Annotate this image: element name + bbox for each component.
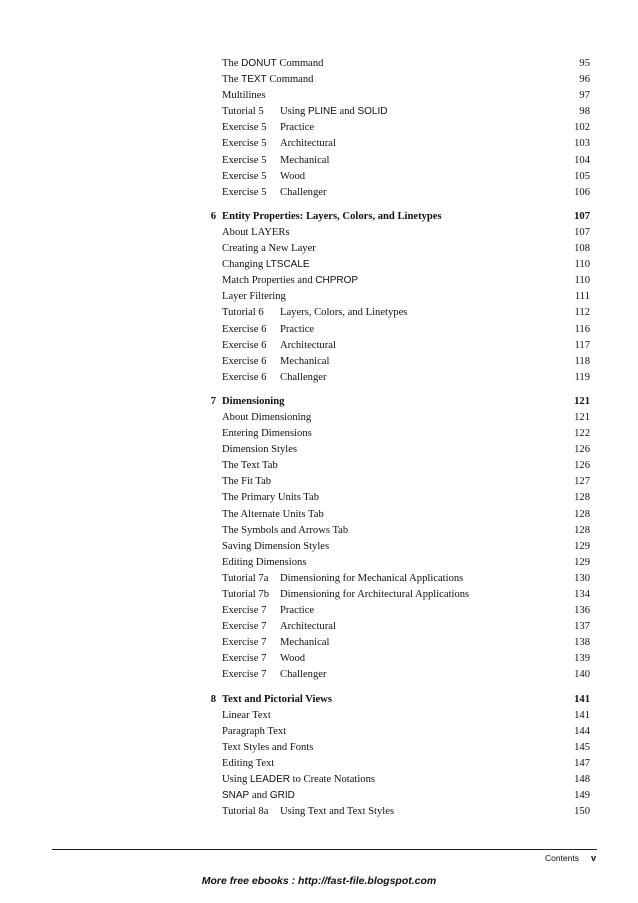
promo-link-text[interactable]: More free ebooks : http://fast-file.blogspot.com bbox=[201, 875, 437, 887]
toc-page-number: 147 bbox=[574, 757, 590, 769]
toc-page-number: 105 bbox=[574, 170, 590, 182]
toc-page-number: 140 bbox=[574, 669, 590, 681]
toc-page-number: 129 bbox=[574, 556, 590, 568]
toc-entry-row bbox=[196, 291, 590, 307]
toc-entry-row bbox=[196, 525, 590, 541]
toc-entry-prefix: Exercise 7 bbox=[222, 653, 267, 665]
chapter-number: 7 bbox=[210, 395, 216, 407]
toc-entry-title bbox=[222, 758, 550, 769]
toc-entry-row bbox=[196, 726, 590, 742]
toc-page-number: 98 bbox=[579, 106, 590, 118]
toc-entry-title bbox=[222, 90, 550, 101]
footer-rule bbox=[52, 849, 597, 850]
toc-entry-title bbox=[222, 372, 550, 383]
toc-entry-row bbox=[196, 790, 590, 806]
toc-page-number: 95 bbox=[579, 58, 590, 69]
toc-page-number: 122 bbox=[574, 428, 590, 440]
toc-entry-prefix: Exercise 6 bbox=[222, 323, 267, 335]
toc-entry-label: Text Styles and Fonts bbox=[222, 741, 314, 753]
toc-entry-row bbox=[196, 275, 590, 291]
toc-entry-row bbox=[196, 340, 590, 356]
toc-entry-title bbox=[222, 669, 550, 680]
toc-entry-label: Editing Text bbox=[222, 757, 275, 769]
toc-entry-label: Multilines bbox=[222, 90, 266, 102]
toc-entry-row bbox=[196, 444, 590, 460]
chapter-number: 8 bbox=[210, 693, 216, 705]
toc-page-number: 126 bbox=[574, 444, 590, 456]
toc-page-number: 112 bbox=[574, 307, 590, 319]
toc-entry-title bbox=[222, 476, 550, 487]
toc-entry-label: Layers, Colors, and Linetypes bbox=[280, 307, 408, 319]
toc-entry-row bbox=[196, 669, 590, 685]
toc-entry-title bbox=[222, 541, 550, 552]
toc-entry-label: Architectural bbox=[280, 339, 336, 351]
toc-entry-label: Linear Text bbox=[222, 709, 271, 721]
toc-entry-row bbox=[196, 138, 590, 154]
toc-entry-row bbox=[196, 589, 590, 605]
toc-entry-label: Practice bbox=[280, 122, 315, 134]
toc-entry-label: Saving Dimension Styles bbox=[222, 540, 330, 552]
toc-entry-title bbox=[222, 573, 550, 584]
toc-entry-prefix: Exercise 6 bbox=[222, 339, 267, 351]
toc-entry-label: The Primary Units Tab bbox=[222, 492, 320, 504]
toc-entry-row bbox=[196, 428, 590, 444]
toc-entry-row bbox=[196, 509, 590, 525]
toc-entry-title bbox=[222, 122, 550, 133]
toc-entry-title bbox=[222, 307, 550, 318]
toc-entry-title bbox=[222, 428, 550, 439]
toc-entry-label: About Dimensioning bbox=[222, 411, 312, 423]
toc-page-number: 118 bbox=[574, 355, 590, 367]
toc-entry-title bbox=[222, 653, 550, 664]
toc-entry-prefix: Exercise 7 bbox=[222, 669, 267, 681]
toc-entry-label: Mechanical bbox=[280, 154, 330, 166]
toc-page-number: 108 bbox=[574, 243, 590, 255]
footer-section-label: Contents bbox=[544, 853, 579, 863]
toc-entry-label: Practice bbox=[280, 323, 315, 335]
toc-page-number: 116 bbox=[574, 323, 590, 335]
section-gap bbox=[196, 388, 590, 396]
toc-page-number: 111 bbox=[574, 291, 590, 303]
toc-page-number: 126 bbox=[574, 460, 590, 472]
toc-entry-label: Dimension Styles bbox=[222, 444, 298, 456]
toc-entry-title bbox=[222, 356, 550, 367]
toc-entry-row bbox=[196, 412, 590, 428]
toc-entry-row bbox=[196, 605, 590, 621]
toc-page-number: 119 bbox=[574, 371, 590, 383]
toc-entry-label: The Symbols and Arrows Tab bbox=[222, 524, 349, 536]
toc-page-number: 137 bbox=[574, 621, 590, 633]
toc-entry-label: SNAP and GRID bbox=[222, 790, 295, 802]
toc-entry-title bbox=[222, 171, 550, 182]
toc-entry-label: The TEXT Command bbox=[222, 74, 314, 86]
toc-entry-row bbox=[196, 774, 590, 790]
toc-entry-row bbox=[196, 324, 590, 340]
toc-entry-label: Paragraph Text bbox=[222, 725, 287, 737]
toc-entry-label: Challenger bbox=[280, 186, 327, 198]
toc-entry-row bbox=[196, 460, 590, 476]
toc-page-number: 141 bbox=[574, 693, 590, 705]
toc-entry-row bbox=[196, 541, 590, 557]
toc-entry-row bbox=[196, 171, 590, 187]
footer-page-number: v bbox=[590, 853, 596, 863]
toc-entry-label: Using Text and Text Styles bbox=[280, 806, 395, 818]
toc-entry-title bbox=[222, 340, 550, 351]
toc-page-number: 106 bbox=[574, 186, 590, 198]
toc-entry-label: Entering Dimensions bbox=[222, 428, 312, 440]
toc-page-number: 128 bbox=[574, 508, 590, 520]
toc-page-number: 127 bbox=[574, 476, 590, 488]
toc-chapter-row bbox=[196, 211, 590, 227]
toc-entry-prefix: Exercise 5 bbox=[222, 186, 267, 198]
toc-entry-row bbox=[196, 742, 590, 758]
toc-entry-title bbox=[222, 460, 550, 471]
toc-entry-title bbox=[222, 243, 550, 254]
page-footer bbox=[545, 853, 596, 863]
toc-entry-prefix: Tutorial 6 bbox=[222, 307, 264, 319]
toc-entry-label: Architectural bbox=[280, 138, 336, 150]
toc-entry-title bbox=[222, 710, 550, 721]
toc-page-number: 103 bbox=[574, 138, 590, 150]
toc-entry-row bbox=[196, 573, 590, 589]
toc-entry-title bbox=[222, 74, 550, 85]
toc-page-number: 104 bbox=[574, 154, 590, 166]
toc-entry-row bbox=[196, 155, 590, 171]
toc-entry-title bbox=[222, 444, 550, 455]
toc-entry-title bbox=[222, 211, 550, 222]
toc-entry-label: About LAYERs bbox=[222, 226, 290, 238]
toc-page-number: 97 bbox=[579, 90, 590, 102]
toc-entry-title bbox=[222, 58, 550, 69]
toc-page-number: 102 bbox=[574, 122, 590, 134]
toc-entry-label: Using LEADER to Create Notations bbox=[222, 774, 376, 786]
toc-entry-row bbox=[196, 259, 590, 275]
toc-entry-label: Dimensioning bbox=[222, 395, 285, 407]
toc-entry-row bbox=[196, 621, 590, 637]
toc-entry-title bbox=[222, 259, 550, 270]
toc-entry-title bbox=[222, 790, 550, 801]
toc-entry-row bbox=[196, 122, 590, 138]
toc-entry-title bbox=[222, 412, 550, 423]
toc-entry-prefix: Exercise 6 bbox=[222, 355, 267, 367]
toc-entry-prefix: Exercise 5 bbox=[222, 154, 267, 166]
toc-page-number: 149 bbox=[574, 790, 590, 802]
toc-entry-prefix: Exercise 7 bbox=[222, 637, 267, 649]
toc-entry-row bbox=[196, 806, 590, 822]
toc-entry-title bbox=[222, 726, 550, 737]
toc-entry-title bbox=[222, 742, 550, 753]
toc-page-number: 117 bbox=[574, 339, 590, 351]
toc-entry-label: Architectural bbox=[280, 621, 336, 633]
toc-entry-title bbox=[222, 621, 550, 632]
toc-page-number: 110 bbox=[574, 259, 590, 271]
toc-entry-title bbox=[222, 492, 550, 503]
toc-entry-title bbox=[222, 637, 550, 648]
toc-entry-title bbox=[222, 155, 550, 166]
toc-entry-label: Mechanical bbox=[280, 637, 330, 649]
toc-entry-label: The Fit Tab bbox=[222, 476, 272, 488]
toc-page-number: 128 bbox=[574, 524, 590, 536]
toc-entry-label: Practice bbox=[280, 605, 315, 617]
toc-entry-prefix: Tutorial 7b bbox=[222, 589, 269, 600]
toc-entry-title bbox=[222, 774, 550, 785]
toc-page-number: 130 bbox=[574, 572, 590, 584]
toc-page-number: 136 bbox=[574, 605, 590, 617]
toc-entry-title bbox=[222, 525, 550, 536]
chapter-number: 6 bbox=[210, 210, 216, 222]
toc-entry-label: Creating a New Layer bbox=[222, 243, 316, 255]
toc-entry-row bbox=[196, 356, 590, 372]
toc-entry-title bbox=[222, 187, 550, 198]
toc-entry-row bbox=[196, 58, 590, 74]
toc-entry-row bbox=[196, 557, 590, 573]
toc-entry-prefix: Tutorial 8a bbox=[222, 806, 269, 818]
toc-entry-row bbox=[196, 187, 590, 203]
toc-entry-row bbox=[196, 637, 590, 653]
toc-entry-row bbox=[196, 758, 590, 774]
toc-chapter-row bbox=[196, 396, 590, 412]
toc-entry-title bbox=[222, 806, 550, 817]
toc-chapter-row bbox=[196, 694, 590, 710]
toc-page-number: 145 bbox=[574, 741, 590, 753]
toc-entry-row bbox=[196, 492, 590, 508]
toc-entry-row bbox=[196, 307, 590, 323]
toc-entry-row bbox=[196, 243, 590, 259]
toc-page-number: 110 bbox=[574, 275, 590, 287]
toc-entry-prefix: Exercise 5 bbox=[222, 138, 267, 150]
toc-entry-prefix: Exercise 5 bbox=[222, 170, 267, 182]
toc-entry-row bbox=[196, 90, 590, 106]
toc-entry-label: Changing LTSCALE bbox=[222, 259, 310, 271]
toc-entry-prefix: Exercise 7 bbox=[222, 605, 267, 617]
toc-page-number: 128 bbox=[574, 492, 590, 504]
toc-entry-label: The DONUT Command bbox=[222, 58, 324, 69]
toc-entry-prefix: Exercise 5 bbox=[222, 122, 267, 134]
toc-page-number: 134 bbox=[574, 589, 590, 600]
toc-entry-title bbox=[222, 557, 550, 568]
toc-page-number: 148 bbox=[574, 774, 590, 786]
toc-entry-row bbox=[196, 372, 590, 388]
toc-entry-label: Mechanical bbox=[280, 355, 330, 367]
toc-entry-title bbox=[222, 275, 550, 286]
toc-entry-prefix: Tutorial 7a bbox=[222, 572, 269, 584]
toc-page-number: 144 bbox=[574, 725, 590, 737]
toc-entry-title bbox=[222, 694, 550, 705]
toc-page-number: 121 bbox=[574, 395, 590, 407]
toc-entry-label: Challenger bbox=[280, 371, 327, 383]
toc-entry-title bbox=[222, 227, 550, 238]
toc-entry-row bbox=[196, 476, 590, 492]
toc-page-number: 96 bbox=[579, 74, 590, 86]
toc-entry-label: The Alternate Units Tab bbox=[222, 508, 324, 520]
toc-entry-title bbox=[222, 605, 550, 616]
toc-page-number: 107 bbox=[574, 226, 590, 238]
toc-entry-prefix: Tutorial 5 bbox=[222, 106, 264, 118]
section-gap bbox=[196, 203, 590, 211]
section-gap bbox=[196, 686, 590, 694]
toc-entry-label: Wood bbox=[280, 653, 306, 665]
toc-entry-row bbox=[196, 106, 590, 122]
toc-entry-label: Text and Pictorial Views bbox=[222, 693, 332, 705]
toc-entry-label: Dimensioning for Architectural Applications bbox=[280, 589, 470, 600]
toc-entry-label: Dimensioning for Mechanical Applications bbox=[280, 572, 464, 584]
toc-page-number: 121 bbox=[574, 411, 590, 423]
toc-entry-label: Wood bbox=[280, 170, 306, 182]
toc-entry-label: Editing Dimensions bbox=[222, 556, 307, 568]
toc-entry-label: Challenger bbox=[280, 669, 327, 681]
toc-page-number: 141 bbox=[574, 709, 590, 721]
toc-entry-title bbox=[222, 324, 550, 335]
toc-entry-label: Match Properties and CHPROP bbox=[222, 275, 359, 287]
toc-entry-prefix: Exercise 6 bbox=[222, 371, 267, 383]
toc-page-number: 107 bbox=[574, 210, 590, 222]
toc-entry-prefix: Exercise 7 bbox=[222, 621, 267, 633]
toc-entry-title bbox=[222, 509, 550, 520]
toc-entry-title bbox=[222, 589, 550, 600]
toc-entry-label: Layer Filtering bbox=[222, 291, 286, 303]
toc-entry-title bbox=[222, 138, 550, 149]
toc-entry-label: Using PLINE and SOLID bbox=[280, 106, 388, 118]
toc-entry-row bbox=[196, 653, 590, 669]
toc-entry-title bbox=[222, 106, 550, 117]
toc-entry-title bbox=[222, 291, 550, 302]
toc-entry-row bbox=[196, 227, 590, 243]
toc-entry-row bbox=[196, 710, 590, 726]
toc-entry-title bbox=[222, 396, 550, 407]
toc-entry-label: The Text Tab bbox=[222, 460, 278, 472]
toc-entry-label: Entity Properties: Layers, Colors, and Linetypes bbox=[222, 210, 442, 222]
toc-page-number: 129 bbox=[574, 540, 590, 552]
toc-page-number: 150 bbox=[574, 806, 590, 818]
toc-entry-row bbox=[196, 74, 590, 90]
table-of-contents bbox=[196, 58, 590, 822]
toc-page-number: 138 bbox=[574, 637, 590, 649]
toc-page-number: 139 bbox=[574, 653, 590, 665]
